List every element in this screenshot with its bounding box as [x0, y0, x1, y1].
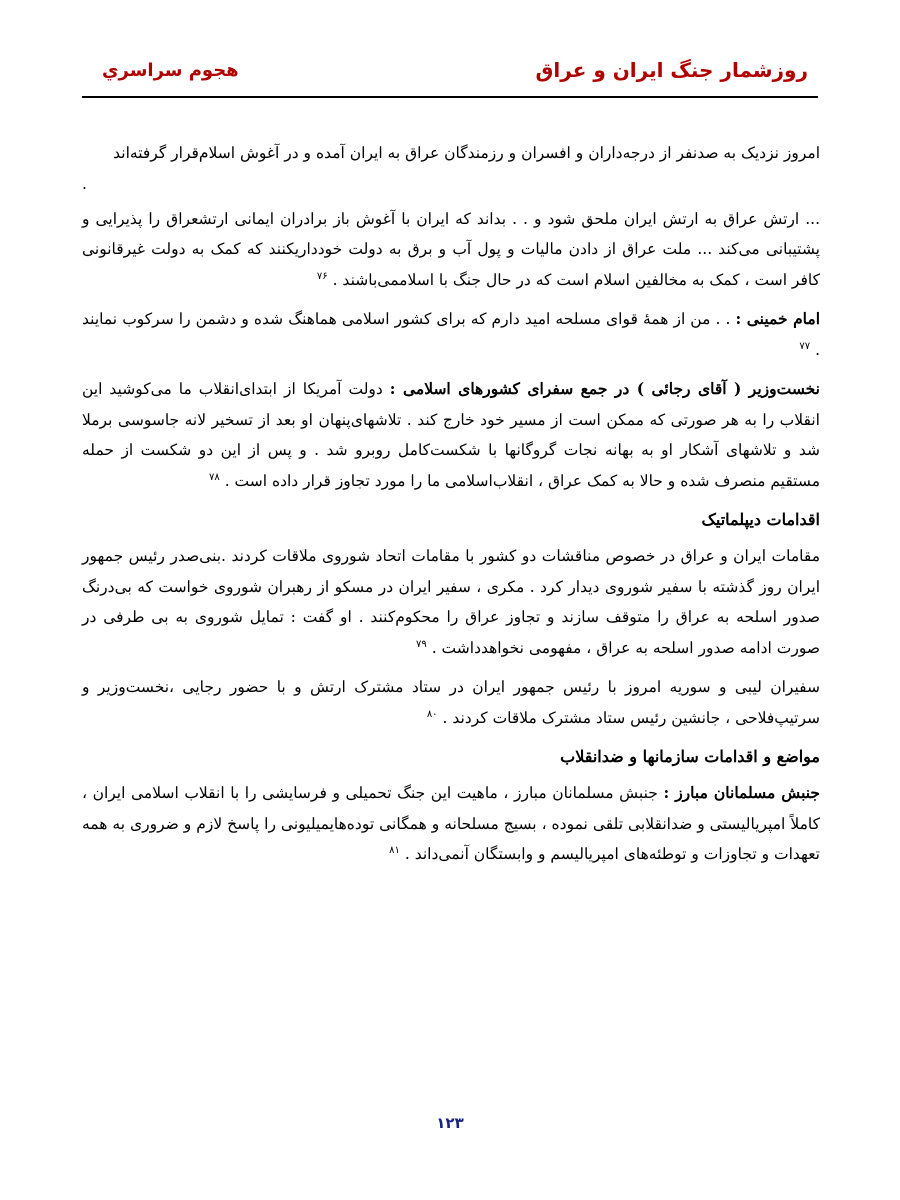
footnote-ref: ۸۰	[426, 708, 438, 720]
paragraph-imam	[82, 304, 820, 365]
footnote-ref: ۷۹	[416, 638, 427, 650]
page-body	[82, 138, 820, 879]
section-title: هجوم سراسري	[102, 60, 239, 81]
paragraph-text: دولت آمريکا از ابتدای‌انقلاب ما می‌کوشيد اين انقلاب را به هر صورتی که ممکن است از مسير خود خارج کند . تلاشهای‌پنهان او بعد از تسخير لانه جاسوسی برملا شد و تلاشهای آشکار او به بهانه نجات گروگانها با شکست‌کامل روبرو شد . و پس از اين دو شکست از حمله مستقيم منصرف شده و حالا به کمک عراق ، انقلاب‌اسلامی ما را مورد تجاوز قرار داده است .	[82, 380, 820, 490]
paragraph-text: مقامات ايران و عراق در خصوص مناقشات دو کشور با مقامات اتحاد شوروی ملاقات کردند .بنی‌صدر رئيس جمهور ايران روز گذشته با سفير شوروی ديدار کرد . مکری ، سفير ايران در مسکو از رهبران شوروی خواست که بی‌درنگ صدور اسلحه به عراق را متوقف سازند و تجاوز عراق را محکوم‌کنند . او گفت : تمايل شوروی به بی طرفی در صورت ادامه صدور اسلحه به عراق ، مفهومی نخواهدداشت .	[82, 547, 820, 657]
paragraph-text: ... ارتش عراق به ارتش ايران ملحق شود و . . بداند که ايران با آغوش باز برادران ايمانی ارتشعراق را پذيرايی و پشتيبانی می‌کند ... ملت عراق از دادن ماليات و پول آب و برق به دولت خودداريکنند که کمک به دولت غيرقانونی کافر است ، کمک به مخالفين اسلام است که در حال جنگ با اسلاممی‌باشند .	[82, 209, 820, 289]
paragraph-libya-syria	[82, 672, 820, 733]
speaker-label: امام خمينی :	[735, 309, 820, 328]
section-heading-organizations: مواضع و اقدامات سازمانها و ضدانقلاب	[560, 747, 820, 766]
paragraph-text: امروز نزديک به صدنفر از درجه‌داران و افسران و رزمندگان عراق به ايران آمده و در آغوش اسلام‌قرار گرفته‌اند	[113, 144, 820, 162]
paragraph-text: . . من از همهٔ قوای مسلحه اميد دارم که برای کشور اسلامی هماهنگ شده و دشمن را سرکوب نمايند .	[82, 310, 820, 359]
paragraph-prime-minister	[82, 374, 820, 496]
page-header	[82, 52, 818, 98]
footnote-ref: ۸۱	[389, 844, 400, 856]
footnote-ref: ۷۶	[316, 270, 328, 282]
footnote-ref: ۷۸	[209, 471, 220, 483]
paragraph-soviet	[82, 541, 820, 663]
book-title: روزشمار جنگ ايران و عراق	[535, 58, 808, 82]
speaker-label: جنبش مسلمانان مبارز :	[663, 783, 820, 802]
paragraph-text: سفيران ليبی و سوريه امروز با رئيس جمهور ايران در ستاد مشترک ارتش و با حضور رجايی ،نخست‌وزير و سرتيپ‌فلاحی ، جانشين رئيس ستاد مشترک ملاقات کردند .	[82, 678, 820, 727]
paragraph-iraq-army	[82, 204, 820, 296]
paragraph-text: جنبش مسلمانان مبارز ، ماهيت اين جنگ تحميلی و فرسايشی را با انقلاب اسلامی ايران ، کاملاً امپرياليستی و ضدانقلابی تلقی نموده ، بسيج مسلحانه و همگانی توده‌هايميليونی را پاسخ لازم و ضروری به همه تعهدات و تجاوزات و توطئه‌های امپرياليسم و وابستگان آنمی‌داند .	[82, 784, 820, 863]
paragraph-muslim-movement	[82, 778, 820, 870]
footnote-ref: ۷۷	[799, 340, 811, 352]
speaker-label: نخست‌وزير ( آقای رجائی ) در جمع سفرای کشورهای اسلامی :	[389, 379, 820, 398]
stray-dot: .	[82, 174, 87, 193]
page-number: ۱۲۳	[436, 1114, 464, 1132]
section-heading-diplomatic: اقدامات ديپلماتيک	[701, 510, 820, 529]
paragraph-intro	[82, 138, 820, 169]
